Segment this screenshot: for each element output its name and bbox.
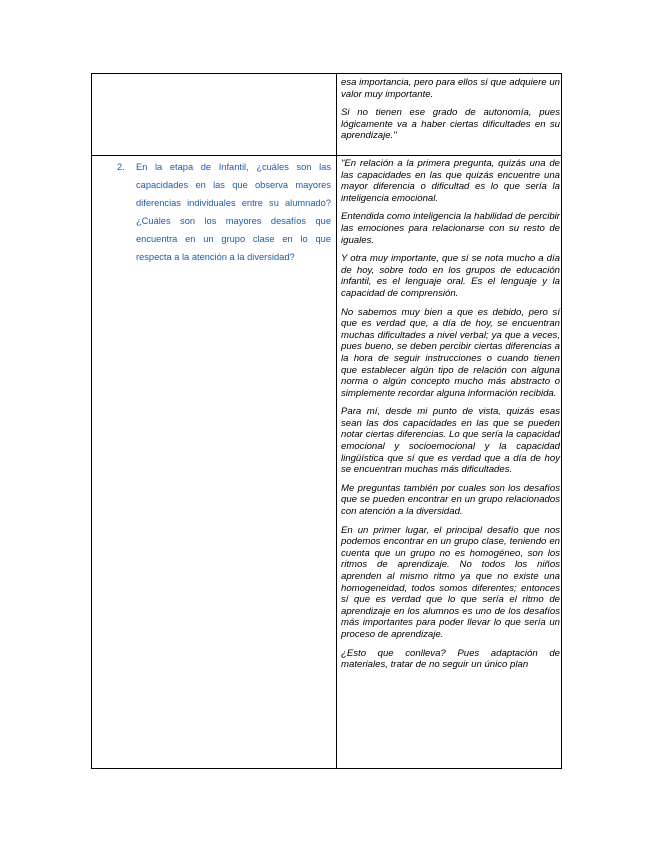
answer-paragraph: En un primer lugar, el principal desafío que nos podemos encontrar en un grupo clase, teniendo en cuenta que un grupo no es homogéneo, son los ritmos de aprendizaje. No todos los niños aprenden al mismo ritmo ya que no existe una homogeneidad, todos somos diferentes; entonces sí que es verdad que lo que sería el ritmo de aprendizaje en los alumnos es uno de los desafíos más importantes para poder llevar lo que sería un proceso de aprendizaje.: [341, 524, 560, 640]
answer-paragraph: Para mí, desde mi punto de vista, quizás esas sean las dos capacidades en las que se pueden notar ciertas diferencias. Lo que sería la capacidad emocional y socioemocional y la capacidad lingüística que sí que es verdad que a día de hoy se encuentran muchas más dificultades.: [341, 406, 560, 476]
interview-table: [91, 73, 562, 769]
answer-paragraph: Me preguntas también por cuales son los desafíos que se pueden encontrar en un grupo relacionados con atención a la diversidad.: [341, 482, 560, 518]
answer-paragraph: ¿Esto que conlleva? Pues adaptación de materiales, tratar de no seguir un único plan: [341, 647, 560, 671]
row1-answer-cell: [341, 77, 560, 149]
row-divider: [92, 155, 561, 156]
row2-answer-cell: [341, 158, 560, 678]
question-text: En la etapa de Infantil, ¿cuáles son las capacidades en las que observa mayores diferencias individuales entre su alumnado? ¿Cuáles son los mayores desafíos que encuentra en un grupo clase en lo que respecta a la atención a la diversidad?: [136, 162, 331, 263]
answer-paragraph: "En relación a la primera pregunta, quizás una de las capacidades en las que quizás encuentre una mayor diferencia o dificultad es lo que sería la inteligencia emocional.: [341, 158, 560, 204]
answer-paragraph: esa importancia, pero para ellos sí que adquiere un valor muy importante.: [341, 77, 560, 100]
column-divider: [336, 74, 337, 768]
row2-question-cell: [117, 158, 331, 267]
answer-paragraph: Entendida como inteligencia la habilidad de percibir las emociones para relacionarse con su resto de iguales.: [341, 211, 560, 246]
answer-paragraph: Y otra muy importante, que sí se nota mucho a día de hoy, sobre todo en los grupos de educación infantil, es el lenguaje oral. Es el lenguaje y la capacidad de comprensión.: [341, 253, 560, 299]
question-number: 2.: [117, 162, 125, 172]
answer-paragraph: No sabemos muy bien a que es debido, pero sí que es verdad que, a día de hoy, se encuentran muchas dificultades a nivel verbal; ya que a veces, pues bueno, se deben percibir ciertas diferencias a la hora de seguir instrucciones o cuando tienen que establecer algún tipo de relación con alguna norma o algún concepto mucho más abstracto o simplemente recordar alguna información recibida.: [341, 306, 560, 399]
answer-paragraph: Si no tienen ese grado de autonomía, pues lógicamente va a haber ciertas dificultades en su aprendizaje.": [341, 107, 560, 142]
